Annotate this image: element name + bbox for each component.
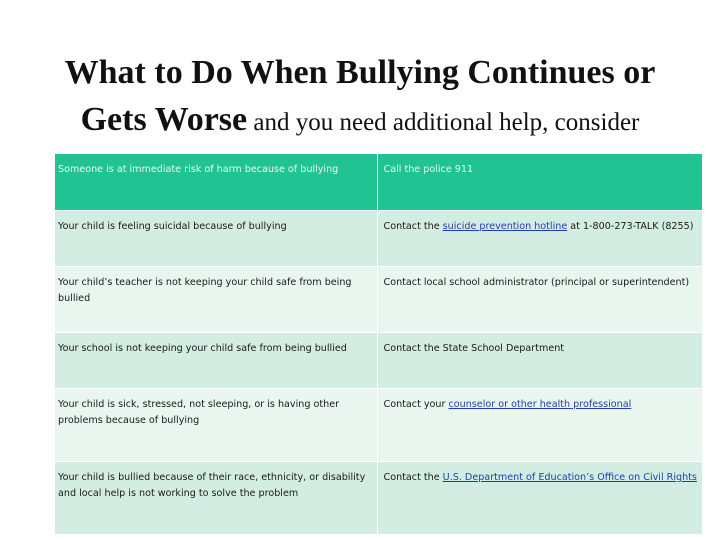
table-cell-situation: Someone is at immediate risk of harm because of bullying — [55, 154, 377, 211]
table-cell-situation: Your child is bullied because of their race, ethnicity, or disability and local help is not working to solve the problem — [55, 462, 377, 535]
title-line-1: What to Do When Bullying Continues or — [64, 54, 656, 91]
table-cell-situation: Your child is feeling suicidal because of bullying — [55, 211, 377, 267]
page-title — [0, 52, 720, 146]
table-row — [55, 267, 702, 333]
table-cell-action: Call the police 911 — [377, 154, 702, 211]
table-cell-situation: Your child’s teacher is not keeping your child safe from being bullied — [55, 267, 377, 333]
table-row — [55, 211, 702, 267]
table-cell-action: Contact the U.S. Department of Education’s Office on Civil Rights — [377, 462, 702, 535]
table-cell-action: Contact local school administrator (principal or superintendent) — [377, 267, 702, 333]
counselor-link[interactable]: counselor or other health professional — [448, 399, 632, 410]
table-row — [55, 462, 702, 535]
table-cell-situation: Your child is sick, stressed, not sleeping, or is having other problems because of bullying — [55, 389, 377, 462]
table-cell-action: Contact your counselor or other health professional — [377, 389, 702, 462]
suicide-hotline-link[interactable]: suicide prevention hotline — [442, 221, 568, 232]
table-row — [55, 389, 702, 462]
civil-rights-office-link[interactable]: U.S. Department of Education’s Office on Civil Rights — [442, 472, 697, 483]
title-line-2: Gets Worse and you need additional help, consider — [80, 101, 640, 138]
table-cell-action: Contact the State School Department — [377, 333, 702, 389]
table-header-row — [55, 154, 702, 211]
table-row — [55, 333, 702, 389]
table-cell-situation: Your school is not keeping your child safe from being bullied — [55, 333, 377, 389]
table-cell-action: Contact the suicide prevention hotline at 1-800-273-TALK (8255) — [377, 211, 702, 267]
help-table — [55, 154, 703, 535]
